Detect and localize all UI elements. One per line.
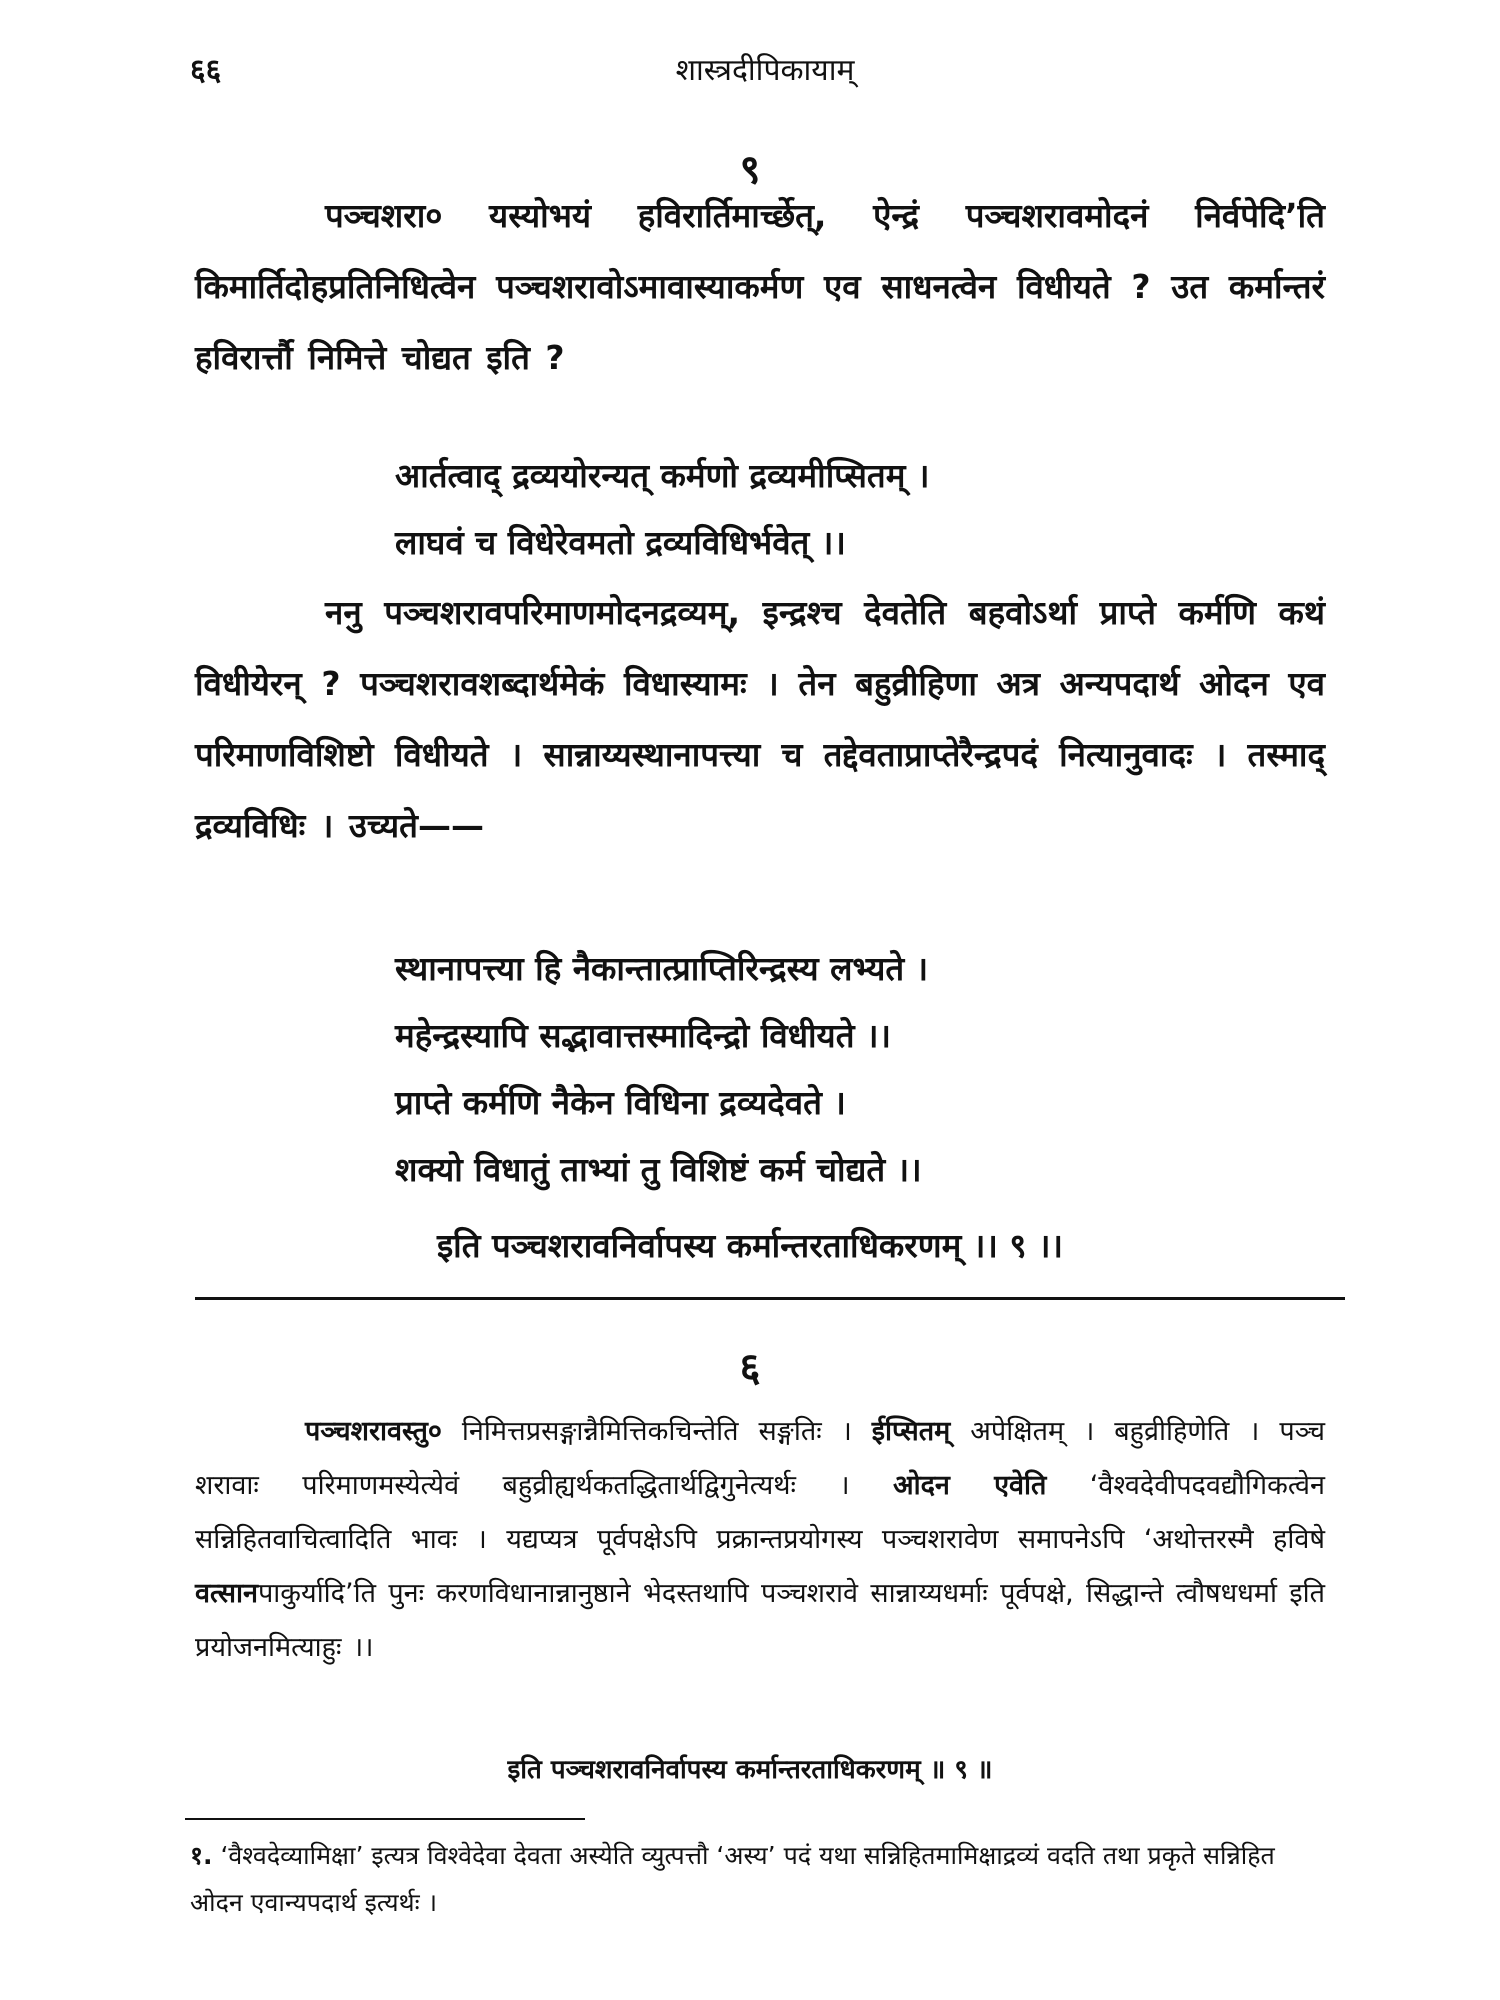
paragraph-text: पञ्चशरा० यस्योभयं हविरार्तिमार्च्छेत्, ऐन्द्रं पञ्चशरावमोदनं निर्वपेदि’ति किमार्तिदोहप्रतिनिधित्वेन पञ्चशरावोऽमावास्याकर्मण एव साधनत्वेन विधीयते ? उत कर्मान्तरं हविरार्त्तौ निमित्ते चोद्यत इति ? (195, 196, 1325, 377)
verse-line: शक्यो विधातुं ताभ्यां तु विशिष्टं कर्म चोद्यते ।। (395, 1150, 922, 1189)
upper-paragraph-2 (195, 577, 1325, 861)
commentary-term: ईप्सितम् (871, 1416, 951, 1447)
upper-paragraph-1 (195, 180, 1325, 393)
footnote-rule (185, 1818, 585, 1820)
commentary-text: पाकुर्यादि’ति पुनः करणविधानान्नानुष्ठाने भेदस्तथापि पञ्चशरावे सान्नाय्यधर्माः पूर्वपक्षे, सिद्धान्ते त्वौषधधर्मा इति प्रयोजनमित्याहुः ।। (195, 1578, 1325, 1663)
verse-block-1 (395, 442, 1195, 576)
colophon-lower: इति पञ्चशरावनिर्वापस्य कर्मान्तरताधिकरणम् ॥ ९ ॥ (507, 1755, 993, 1785)
commentary-term: वत्सान (195, 1578, 258, 1609)
verse-line: आर्तत्वाद् द्रव्ययोरन्यत् कर्मणो द्रव्यमीप्सितम् । (395, 456, 930, 495)
verse-line: महेन्द्रस्यापि सद्भावात्तस्मादिन्द्रो विधीयते ।। (395, 1016, 892, 1055)
section-number-upper: ९ (739, 147, 761, 193)
commentary-text: निमित्तप्रसङ्गान्नैमित्तिकचिन्तेति सङ्गतिः । (441, 1416, 872, 1447)
commentary-term: ओदन एवेति (892, 1470, 1047, 1501)
commentary-lead: पञ्चशरावस्तु० (305, 1416, 442, 1447)
commentary-paragraph (195, 1405, 1325, 1675)
section-number-lower: ६ (739, 1345, 761, 1391)
page-number: ६६ (190, 53, 222, 88)
commentary-text: अपेक्षितम् । बहुव्रीहिणेति । पञ्च शरावाः परिमाणमस्येत्येवं बहुव्रीह्यर्थकतद्धितार्थद्विगुनेत्यर्थः । (195, 1416, 1325, 1501)
section-divider (195, 1297, 1345, 1300)
paragraph-text: ननु पञ्चशरावपरिमाणमोदनद्रव्यम्, इन्द्रश्च देवतेति बहवोऽर्था प्राप्ते कर्मणि कथं विधीयेरन् ? पञ्चशरावशब्दार्थमेकं विधास्यामः । तेन बहुव्रीहिणा अत्र अन्यपदार्थ ओदन एव परिमाणविशिष्टो विधीयते । सान्नाय्यस्थानापत्त्या च तद्देवताप्राप्तेरैन्द्रपदं नित्यानुवादः । तस्माद् द्रव्यविधिः । उच्यते—— (195, 593, 1326, 845)
colophon-upper: इति पञ्चशरावनिर्वापस्य कर्मान्तरताधिकरणम् ।। ९ ।। (436, 1226, 1063, 1265)
commentary-text: ‘वैश्वदेवीपदवद्यौगिकत्वेन सन्निहितवाचित्वादिति भावः । यद्यप्यत्र पूर्वपक्षेऽपि प्रक्रान्तप्रयोगस्य पञ्चशरावेण समापनेऽपि ‘अथोत्तरस्मै हविषे (195, 1470, 1325, 1555)
verse-line: लाघवं च विधेरेवमतो द्रव्यविधिर्भवेत् ।। (395, 523, 846, 562)
footnote-marker: १. (190, 1841, 213, 1870)
commentary-block (195, 1405, 1325, 1675)
verse-line: प्राप्ते कर्मणि नैकेन विधिना द्रव्यदेवते । (395, 1083, 846, 1122)
verse-block-2 (395, 935, 1195, 1203)
running-title: शास्त्रदीपिकायाम् (675, 53, 855, 88)
footnote-text: ‘वैश्वदेव्यामिक्षा’ इत्यत्र विश्वेदेवा देवता अस्येति व्युत्पत्तौ ‘अस्य’ पदं यथा सन्निहितमामिक्षाद्रव्यं वदति तथा प्रकृते सन्निहित ओदन एवान्यपदार्थ इत्यर्थः । (190, 1841, 1275, 1917)
footnote (190, 1832, 1330, 1926)
verse-line: स्थानापत्त्या हि नैकान्तात्प्राप्तिरिन्द्रस्य लभ्यते । (395, 949, 929, 988)
page-header (190, 48, 1340, 98)
